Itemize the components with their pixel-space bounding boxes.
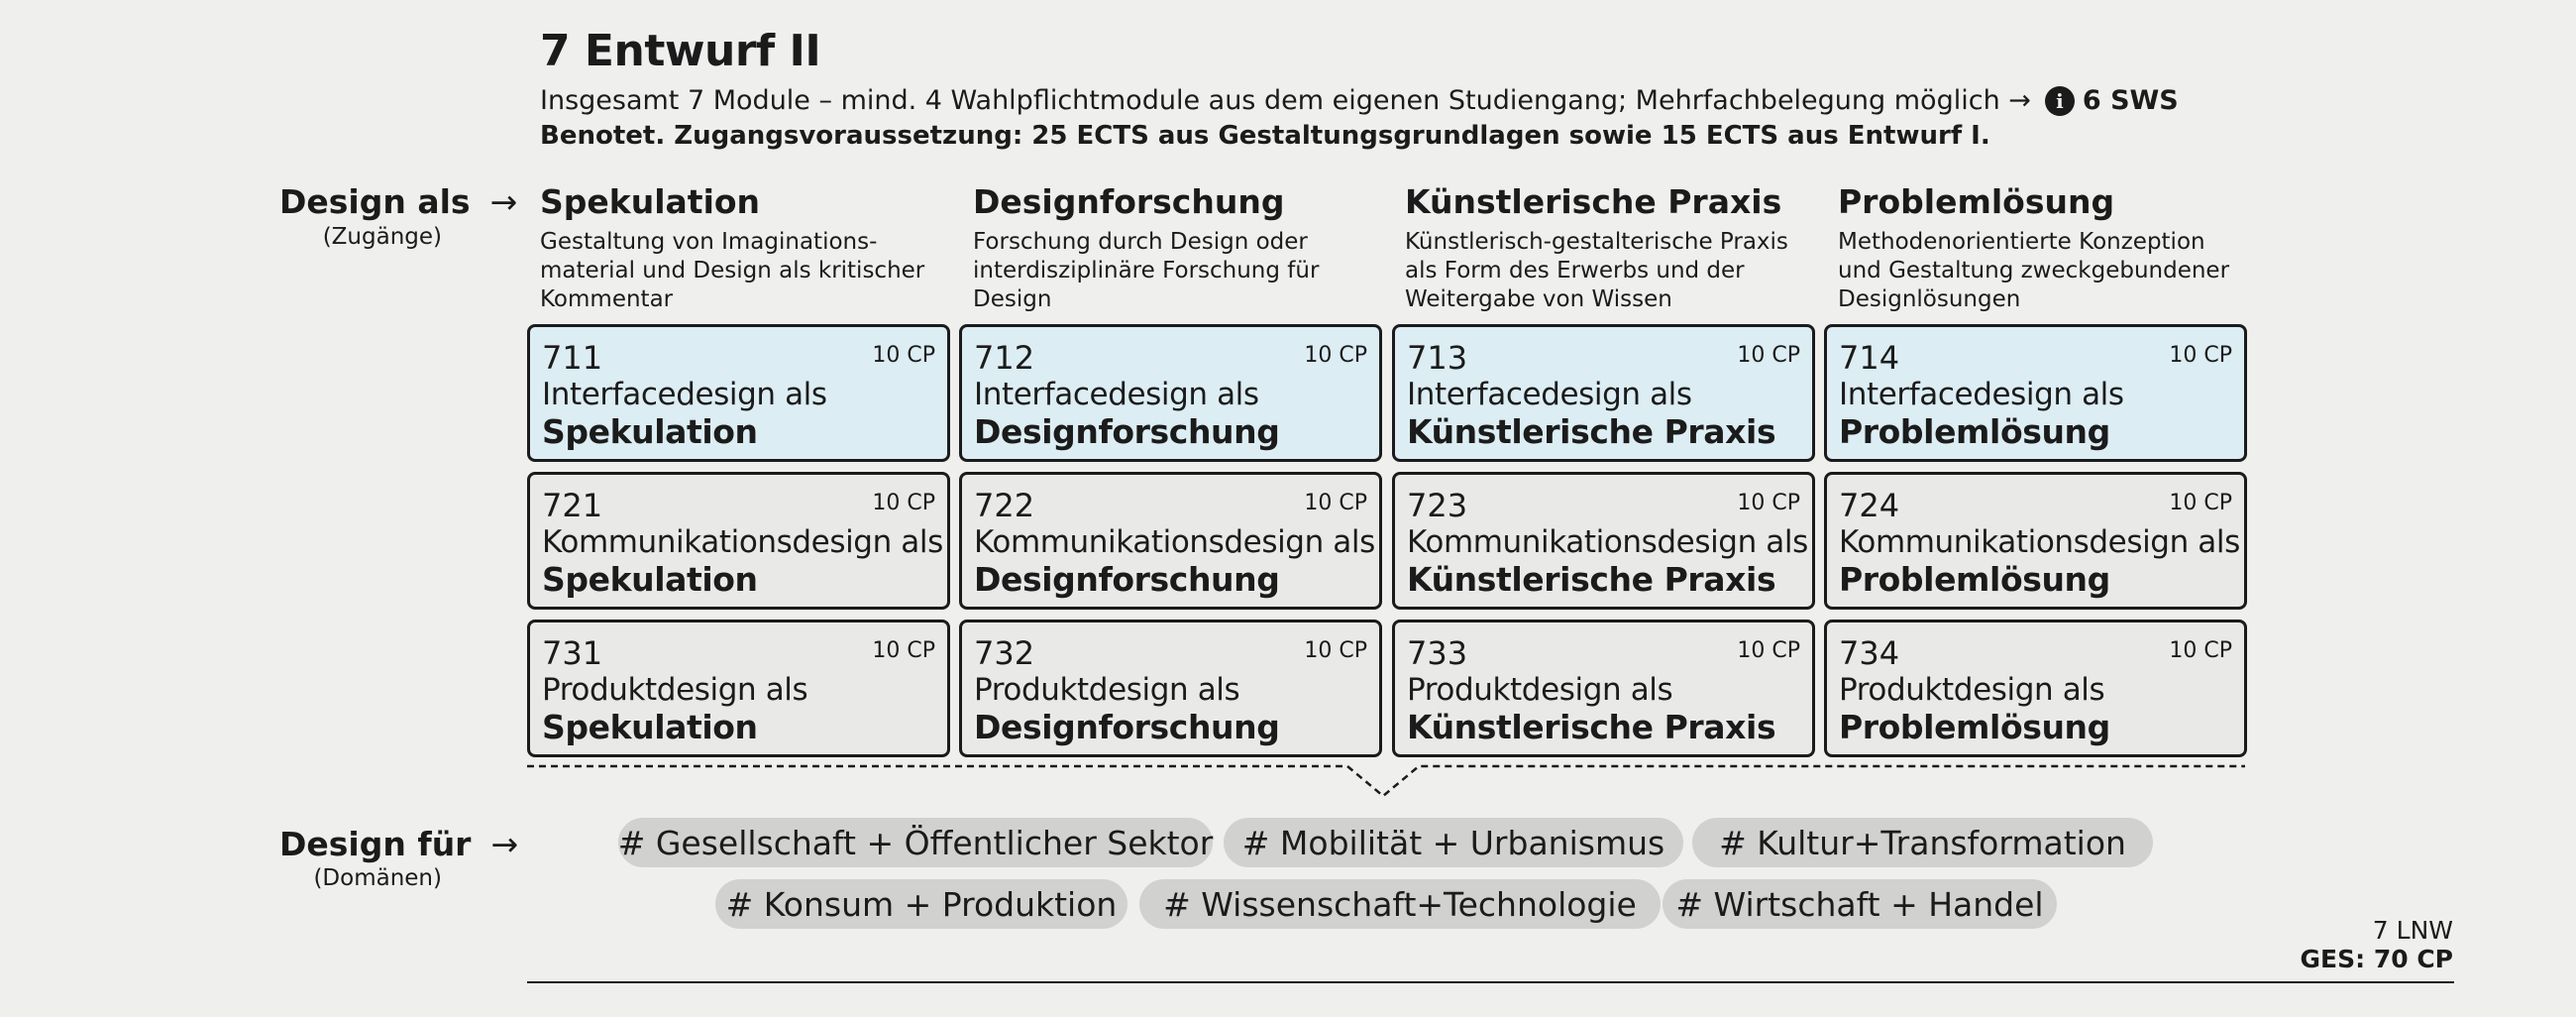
module-approach: Designforschung xyxy=(974,708,1280,746)
arrow-right-icon: → xyxy=(489,182,518,221)
module-number: 714 xyxy=(1839,339,1900,377)
module-card[interactable] xyxy=(959,472,1382,610)
module-approach: Spekulation xyxy=(542,708,758,746)
module-card[interactable] xyxy=(1824,620,2247,757)
column-description: Forschung durch Design oder interdisziplinäre Forschung für Design xyxy=(973,229,1320,312)
module-approach: Designforschung xyxy=(974,560,1280,599)
credit-points: 10 CP xyxy=(872,343,935,368)
module-card[interactable] xyxy=(1392,472,1815,610)
credit-points: 10 CP xyxy=(2169,491,2232,515)
module-number: 721 xyxy=(542,487,603,524)
module-number: 734 xyxy=(1839,634,1900,672)
module-approach: Künstlerische Praxis xyxy=(1407,412,1776,451)
module-card[interactable] xyxy=(1392,324,1815,462)
module-discipline: Produktdesign als xyxy=(542,672,808,708)
module-approach: Spekulation xyxy=(542,412,758,451)
module-card[interactable] xyxy=(1392,620,1815,757)
credit-points: 10 CP xyxy=(2169,638,2232,663)
module-number: 732 xyxy=(974,634,1035,672)
module-discipline: Kommunikationsdesign als xyxy=(1407,524,1808,560)
module-number: 733 xyxy=(1407,634,1468,672)
module-discipline: Kommunikationsdesign als xyxy=(974,524,1375,560)
credit-points: 10 CP xyxy=(1737,491,1800,515)
module-number: 712 xyxy=(974,339,1035,377)
module-discipline: Produktdesign als xyxy=(1407,672,1673,708)
module-approach: Designforschung xyxy=(974,412,1280,451)
column-description: Künstlerisch-gestalterische Praxis als Form des Erwerbs und der Weitergabe von Wissen xyxy=(1405,229,1788,312)
module-approach: Problemlösung xyxy=(1839,560,2110,599)
page-title: 7 Entwurf II xyxy=(540,26,821,76)
domain-tag[interactable]: # Mobilität + Urbanismus xyxy=(1224,818,1683,867)
module-approach: Problemlösung xyxy=(1839,708,2110,746)
module-number: 711 xyxy=(542,339,603,377)
module-card[interactable] xyxy=(1824,472,2247,610)
design-als-sub: (Zugänge) xyxy=(322,224,442,250)
module-number: 724 xyxy=(1839,487,1900,524)
column-title: Künstlerische Praxis xyxy=(1405,182,1782,221)
dashed-divider xyxy=(525,761,2249,801)
credit-points: 10 CP xyxy=(1304,343,1367,368)
module-card[interactable] xyxy=(959,324,1382,462)
domain-tag[interactable]: # Gesellschaft + Öffentlicher Sektor xyxy=(618,818,1213,867)
domain-tag[interactable]: # Wirtschaft + Handel xyxy=(1663,879,2057,929)
module-number: 723 xyxy=(1407,487,1468,524)
module-discipline: Produktdesign als xyxy=(974,672,1240,708)
prerequisites-text: Benotet. Zugangsvoraussetzung: 25 ECTS aus Gestaltungsgrundlagen sowie 15 ECTS aus Entwurf I. xyxy=(540,121,1990,151)
arrow-right-icon: → xyxy=(490,825,519,863)
column-title: Spekulation xyxy=(540,182,761,221)
module-card[interactable] xyxy=(527,620,950,757)
module-discipline: Produktdesign als xyxy=(1839,672,2105,708)
module-card[interactable] xyxy=(1824,324,2247,462)
module-number: 722 xyxy=(974,487,1035,524)
column-description: Methodenorientierte Konzeption und Gestaltung zweckgebundener Designlösungen xyxy=(1838,229,2230,312)
credit-points: 10 CP xyxy=(2169,343,2232,368)
column-title: Problemlösung xyxy=(1838,182,2115,221)
info-icon[interactable]: i xyxy=(2045,86,2075,116)
credit-points: 10 CP xyxy=(1737,343,1800,368)
module-discipline: Interfacedesign als xyxy=(542,377,827,412)
module-number: 731 xyxy=(542,634,603,672)
credit-points: 10 CP xyxy=(872,638,935,663)
module-discipline: Kommunikationsdesign als xyxy=(1839,524,2240,560)
design-als-text: Design als xyxy=(279,182,471,221)
domain-tag[interactable]: # Wissenschaft+Technologie xyxy=(1139,879,1661,929)
module-card[interactable] xyxy=(959,620,1382,757)
module-info-text: Insgesamt 7 Module – mind. 4 Wahlpflichtmodule aus dem eigenen Studiengang; Mehrfachbelegung möglich → xyxy=(540,85,2031,116)
domain-tag[interactable]: # Konsum + Produktion xyxy=(715,879,1127,929)
credit-points: 10 CP xyxy=(872,491,935,515)
column-description: Gestaltung von Imaginations-material und Design als kritischer Kommentar xyxy=(540,229,925,312)
module-number: 713 xyxy=(1407,339,1468,377)
module-approach: Spekulation xyxy=(542,560,758,599)
credit-points: 10 CP xyxy=(1304,638,1367,663)
module-discipline: Kommunikationsdesign als xyxy=(542,524,943,560)
module-approach: Problemlösung xyxy=(1839,412,2110,451)
design-fuer-text: Design für xyxy=(279,825,472,863)
design-als-label xyxy=(279,182,517,221)
credit-points: 10 CP xyxy=(1304,491,1367,515)
design-fuer-sub: (Domänen) xyxy=(313,865,442,891)
credit-points: 10 CP xyxy=(1737,638,1800,663)
bottom-rule xyxy=(527,981,2454,983)
total-credits: GES: 70 CP xyxy=(2300,945,2453,973)
module-discipline: Interfacedesign als xyxy=(974,377,1259,412)
column-title: Designforschung xyxy=(973,182,1285,221)
module-approach: Künstlerische Praxis xyxy=(1407,560,1776,599)
module-discipline: Interfacedesign als xyxy=(1839,377,2124,412)
domain-tag[interactable]: # Kultur+Transformation xyxy=(1692,818,2153,867)
module-discipline: Interfacedesign als xyxy=(1407,377,1692,412)
module-card[interactable] xyxy=(527,472,950,610)
design-fuer-label xyxy=(279,825,518,863)
module-approach: Künstlerische Praxis xyxy=(1407,708,1776,746)
lnw-count: 7 LNW xyxy=(2372,916,2453,945)
module-info-line xyxy=(540,85,2179,116)
sws-value: 6 SWS xyxy=(2082,85,2179,116)
module-card[interactable] xyxy=(527,324,950,462)
